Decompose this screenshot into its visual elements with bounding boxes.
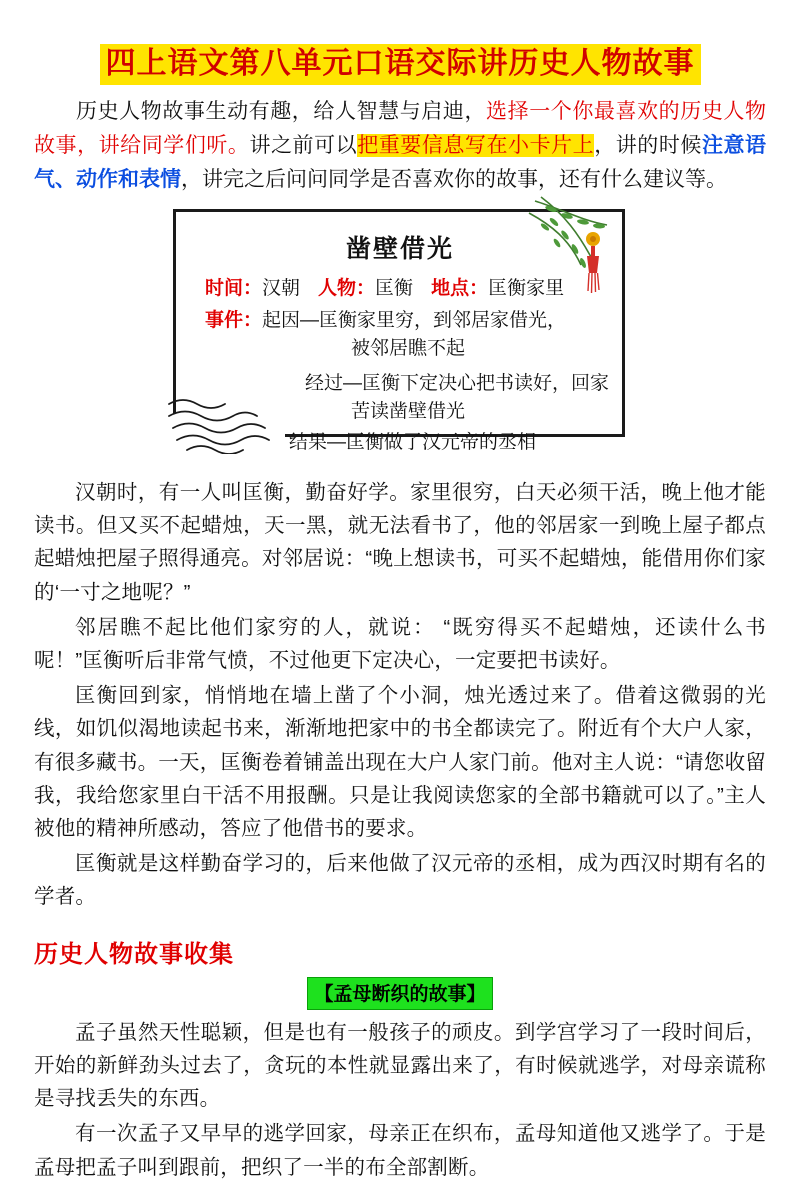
card-event-line-5: 结果—匡衡做了汉元帝的丞相: [289, 432, 537, 454]
card-event-line-3: 经过—匡衡下定决心把书读好，回家: [305, 373, 610, 395]
story-paragraph-4: 匡衡就是这样勤奋学习的，后来他做了汉元帝的丞相，成为西汉时期有名的学者。: [34, 852, 766, 909]
card-event-line-4: 苦读凿壁借光: [351, 401, 466, 423]
intro-seg-4: 把重要信息写在小卡片上: [357, 134, 595, 158]
card-row-event-3: [305, 370, 609, 398]
story-paragraph-1: 汉朝时，有一人叫匡衡，勤奋好学。家里很穷，白天必须干活，晚上他才能读书。但又买不起蜡烛，天一黑，就无法看书了，他的邻居家一到晚上屋子都点起蜡烛把屋子照得通亮。对邻居说：“晚上想读书，可买不起蜡烛，能借用你们家的‘一寸之地呢？”: [34, 481, 766, 604]
intro-seg-6: 注意语气、动作和表情: [34, 134, 767, 192]
card-title: 凿壁借光: [345, 235, 454, 264]
meng-paragraph-2: 有一次孟子又早早的逃学回家，母亲正在织布，孟母知道他又逃学了。于是孟母把孟子叫到跟前，把织了一半的布全部割断。: [34, 1122, 766, 1179]
card-event-line-1: 起因—匡衡家里穷，到邻居家借光，: [262, 310, 567, 332]
meng-paragraph-1: 孟子虽然天性聪颖，但是也有一般孩子的顽皮。到学宫学习了一段时间后，开始的新鲜劲头过去了，贪玩的本性就显露出来了，有时候就逃学，对母亲谎称是寻找丢失的东西。: [34, 1020, 766, 1111]
card-label-time: 时间：: [205, 278, 263, 300]
intro-seg-3: 讲之前可以: [249, 134, 358, 158]
sub-heading: 【孟母断织的故事】: [307, 977, 492, 1010]
intro-seg-2: 选择一个你最喜欢的历史人物故事，讲给同学们听。: [34, 100, 766, 158]
story-paragraph-2: 邻居瞧不起比他们家穷的人，就说： “既穷得买不起蜡烛，还读什么书呢！”匡衡听后非常气愤，不过他更下定决心，一定要把书读好。: [34, 615, 766, 673]
title-red-part: 讲历史人物故事: [477, 47, 695, 80]
card-value-person: 匡衡: [375, 278, 414, 300]
sub-heading-wrap: [34, 977, 766, 1010]
card-row-meta: [205, 275, 564, 303]
page-title: [34, 44, 766, 85]
story-paragraph-3: 匡衡回到家，悄悄地在墙上凿了个小洞，烛光透过来了。借着这微弱的光线，如饥似渴地读起书来，渐渐地把家中的书全都读完了。附近有个大户人家，有很多藏书。一天，匡衡卷着铺盖出现在大户人家门前。他对主人说：“请您收留我，我给您家里白干活不用报酬。只是让我阅读您家的全部书籍就可以了。”主人被他的精神所感动，答应了他借书的要求。: [34, 684, 766, 841]
card-row-event-2: [351, 335, 465, 363]
story-info-card: [165, 207, 635, 462]
intro-seg-7: ，讲完之后问问同学是否喜欢你的故事，还有什么建议等。: [181, 168, 727, 192]
section-heading: 历史人物故事收集: [34, 940, 234, 968]
card-label-person: 人物：: [318, 278, 376, 300]
intro-seg-1: 历史人物故事生动有趣，给人智慧与启迪，: [76, 100, 487, 123]
wave-cloud-icon: [167, 394, 297, 454]
card-row-event-1: [205, 307, 566, 335]
intro-paragraph: [34, 95, 766, 197]
intro-seg-5: ，讲的时候: [594, 134, 702, 158]
card-label-place: 地点：: [431, 278, 489, 300]
card-row-event-5: [289, 429, 536, 457]
card-label-event: 事件：: [205, 310, 263, 332]
card-value-place: 匡衡家里: [488, 278, 565, 300]
card-event-line-2: 被邻居瞧不起: [351, 338, 466, 360]
card-value-time: 汉朝: [262, 278, 301, 300]
title-black-part: 四上语文第八单元口语交际: [105, 47, 478, 80]
title-banner: [100, 44, 701, 85]
card-row-event-4: [351, 398, 465, 426]
